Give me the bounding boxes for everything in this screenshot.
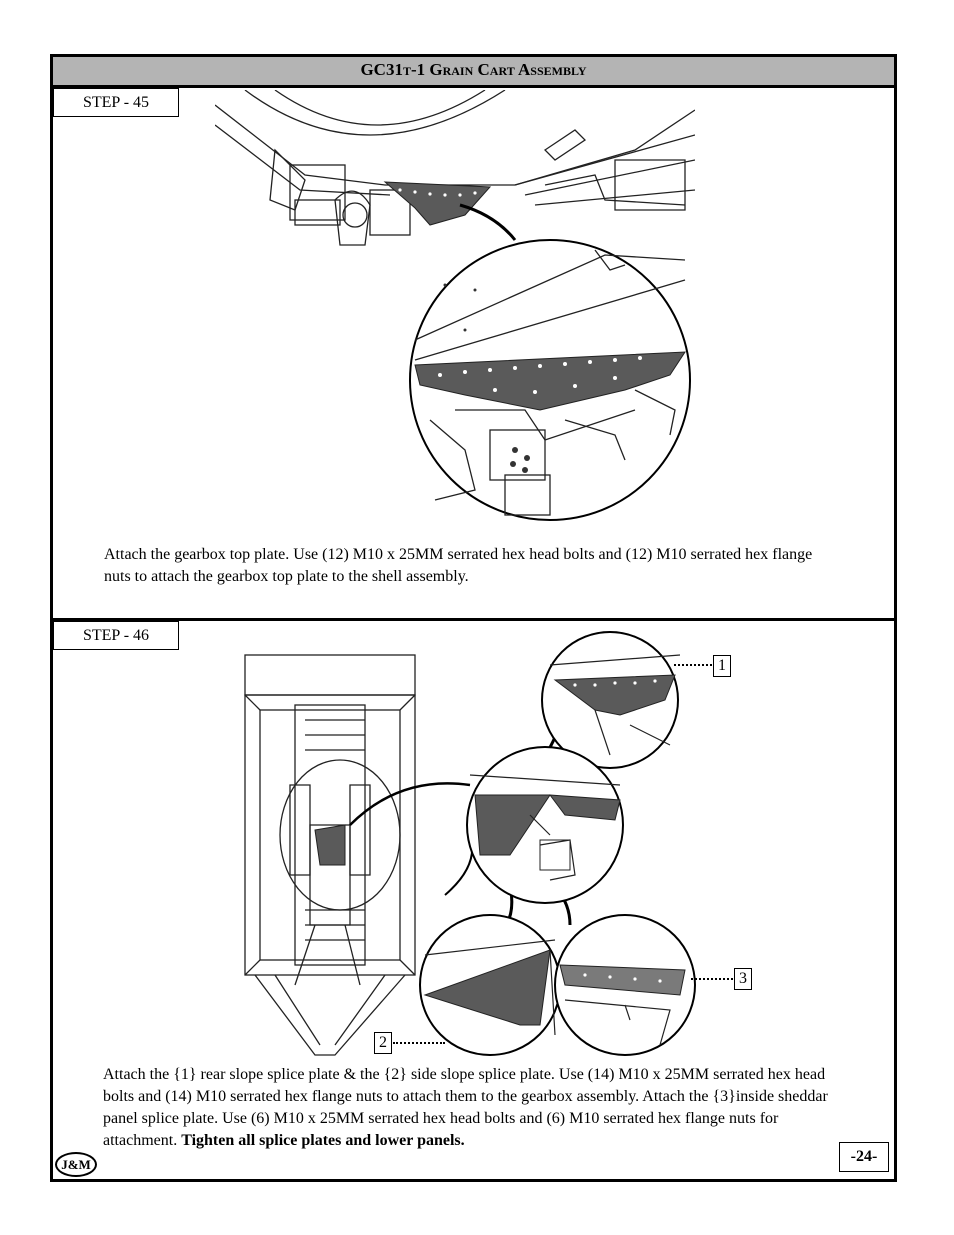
step-45-label: STEP - 45 (53, 88, 179, 117)
step-46-instruction-emphasis: Tighten all splice plates and lower panels. (181, 1132, 465, 1149)
title-bar (53, 57, 894, 88)
callout-3-leader (691, 978, 733, 980)
page-number: -24- (839, 1142, 889, 1172)
step-46-instruction (103, 1064, 833, 1152)
step-46-illustration (220, 625, 700, 1070)
step-46-label: STEP - 46 (53, 621, 179, 650)
callout-3: 3 (734, 968, 752, 990)
callout-1-leader (674, 664, 712, 666)
step-45-illustration (215, 90, 695, 535)
callout-1: 1 (713, 655, 731, 677)
callout-2: 2 (374, 1032, 392, 1054)
step-divider (53, 618, 894, 621)
step-46-instruction-text: Attach the {1} rear slope splice plate & the {2} side slope splice plate. Use (14) M10 x 25MM serrated hex head bolts and (14) M10 serrated hex flange nuts to attach them to the gearbox assembly. Attach the {3}inside sheddar panel splice plate. Use (6) M10 x 25MM serrated hex head bolts and (6) M10 serrated hex flange nuts for attachment. (103, 1066, 828, 1149)
jm-logo: J&M (55, 1152, 97, 1177)
page-title: GC31t-1 Grain Cart Assembly (360, 60, 587, 79)
step-45-instruction: Attach the gearbox top plate. Use (12) M10 x 25MM serrated hex head bolts and (12) M10 serrated hex flange nuts to attach the gearbox top plate to the shell assembly. (104, 546, 813, 585)
callout-2-leader (393, 1042, 445, 1044)
